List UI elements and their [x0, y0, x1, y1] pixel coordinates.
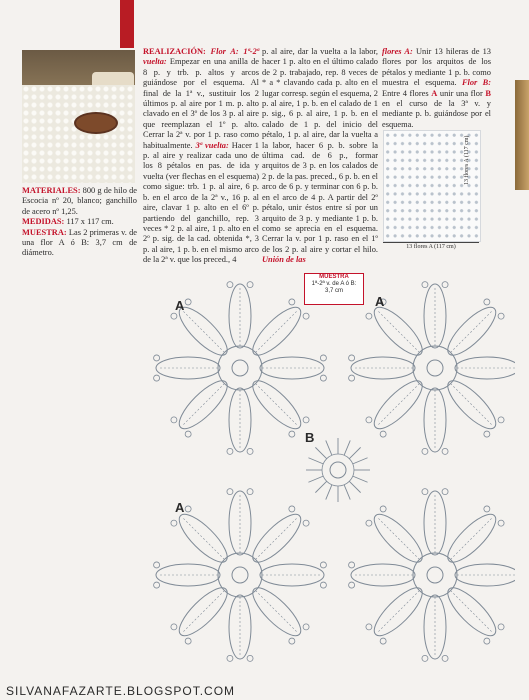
- col3-text2: Entre 4 flores: [382, 88, 432, 98]
- measures-label: MEDIDAS:: [22, 217, 65, 227]
- materials-text: 800 g de hilo de Escocia nº 20, blanco; ganchillo de acero nº 1,25.: [22, 186, 137, 216]
- flower-a-label-top-right: A: [375, 294, 385, 309]
- next-page-edge: [515, 80, 529, 190]
- round12-label: 1ª-2ª vuelta:: [143, 47, 259, 67]
- round3-label: 3ª vuelta:: [195, 140, 229, 150]
- round3-text: Hacer 1 p. al aire y realizar cada uno de los 8 pétalos en pas. de ida y vuelta (ver flechas en el esquema) como sigue: trb. 1 p. al aire, 6 p. b. en el arco de la 2ª v., 16 p. al aire, clavar 1 p. alto en el 6º p. partiendo del ganchillo, rep. 3 veces * 2 p. al aire, 1 p. alto en el 2º p. sig. de la cad. obtenida *, 3 p. al aire, 1 p. b. en el mismo arco de la 2ª v. que los preced., 4: [143, 140, 259, 265]
- sample-box-line1: 1ª-2ª v. de A ó B:: [311, 281, 357, 287]
- flower-b-motif: [306, 438, 370, 502]
- flower-b-letter: B: [485, 88, 491, 98]
- realizacion-label: REALIZACIÓN:: [143, 47, 206, 56]
- bowl-shape: [74, 112, 118, 134]
- flower-a-motif-bottom-right: [349, 489, 515, 662]
- crochet-chart: [140, 280, 515, 685]
- height-dimension-label: 13 flores A (117 cm): [464, 135, 470, 185]
- instructions-column-1: [143, 47, 259, 266]
- materials-label: MATERIALES:: [22, 186, 81, 195]
- col3-text1: Unir 13 hileras de 13 flores por los arquitos de los pétalos y mediante 1 p. b. como muestra el esquema.: [382, 47, 491, 88]
- width-dimension-label: 13 flores A (117 cm): [406, 244, 456, 250]
- sample-box-title: MUESTRA: [319, 274, 349, 280]
- sample-text: Las 2 primeras v. de una flor A ó B: 3,7 cm de diámetro.: [22, 227, 137, 258]
- flower-a-motif-top-right: [349, 282, 515, 455]
- col3-text4: en el curso de la 3ª v. y mediante p. b. guiándose por el esquema.: [382, 99, 491, 129]
- round12-text: Empezar en una anilla de 8 p. y trb. p. altos y arcos guiándose por el esquema. Al final de la 1ª v., sustituir los 2 últimos p. al aire por 1 m. p. alto clavado en el 3º de los 3 p. al aire que reemplazan el 1º p. alto. Cerrar la 2ª v. por 1 p. raso como habitualmente.: [143, 57, 259, 150]
- flores-a-label: flores A:: [382, 47, 413, 56]
- sample-label: MUESTRA:: [22, 227, 67, 237]
- width-dimension-line: [383, 242, 479, 243]
- bedspread-shape: [22, 85, 135, 183]
- instructions-column-2: [262, 47, 378, 266]
- footer-url: SILVANAFAZARTE.BLOGSPOT.COM: [6, 684, 236, 698]
- measures-text: 117 x 117 cm.: [64, 217, 114, 227]
- flor-a-label: Flor A:: [210, 47, 239, 56]
- flower-a-letter: A: [431, 88, 438, 98]
- flor-b-label: Flor B:: [461, 78, 491, 88]
- flower-a-label-bottom-left: A: [175, 500, 185, 515]
- flower-b-label: B: [305, 430, 315, 445]
- instructions-column-3: [382, 47, 491, 130]
- sample-box-line2: 3,7 cm: [324, 288, 343, 294]
- union-label: Unión de las: [262, 255, 306, 265]
- red-tab: [120, 0, 134, 48]
- flower-a-label-top-left: A: [175, 298, 185, 313]
- bedspread-photo: [22, 50, 135, 183]
- materials-column: [22, 186, 137, 259]
- col3-text3: unir una flor: [437, 88, 486, 98]
- col2-text: p. al aire, dar la vuelta a la labor, hacer 1 p. alto en el último calado de 2 p. trabajado, rep. 8 veces de * a * clavando cada p. alto en el lugar corresp. según el esquema, 2 p. al aire, 1 p. b. en el calado de 1 p. sig., 6 p. al aire, 1 p. b. en el calado de 1 p. del inicio del pétalo, 1 p. al aire, dar la vuelta a la labor, hacer 6 p. b. sobre la última cad. de 6 p., formar arquitos de 3 p. en los calados de 2 p. de la pas. preced., 6 p. b. en el arco de 6 p. y terminar con 6 p. b. en el arco de 4 p. A partir del 2º pétalo, unir éstos entre sí por un arquito de 3 p. y mediante 1 p. b. como se aprecia en el esquema. Cerrar la v. por 1 p. raso en el 1º de los 2 p. al aire y cortar el hilo.: [262, 47, 378, 254]
